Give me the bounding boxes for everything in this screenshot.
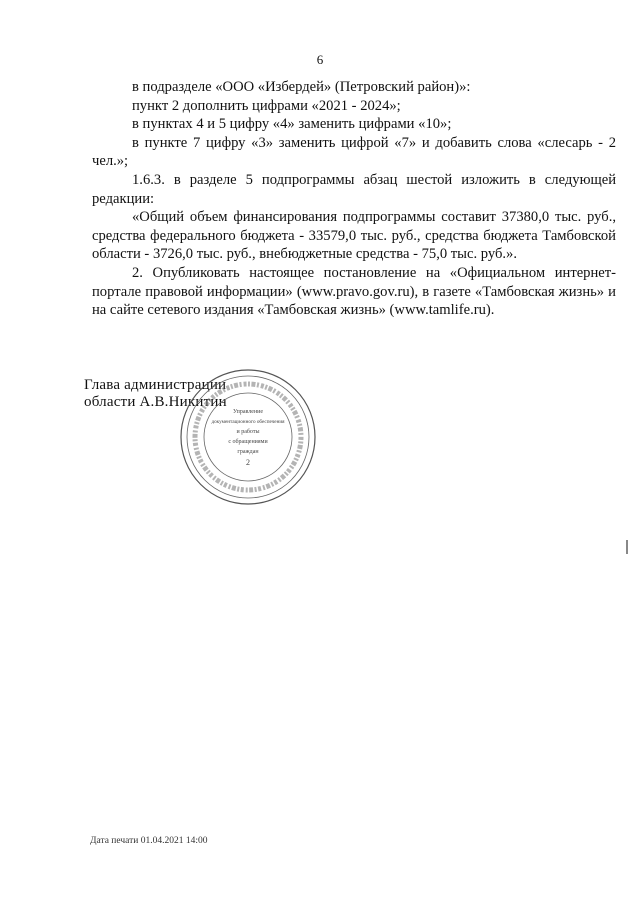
- signature-title: Глава администрации: [84, 377, 227, 393]
- stamp-text: граждан: [237, 449, 259, 455]
- official-stamp: [178, 367, 318, 507]
- text-line: пункт 2 дополнить цифрами «2021 - 2024»;: [132, 97, 401, 114]
- stamp-number: 2: [246, 458, 250, 467]
- text-line: в подразделе «ООО «Избердей» (Петровский район)»:: [132, 79, 471, 95]
- stamp-text: и работы: [236, 429, 260, 435]
- text-line: в пунктах 4 и 5 цифру «4» заменить цифрами «10»;: [132, 116, 452, 133]
- paragraph-funding: «Общий объем финансирования подпрограммы составит 37380,0 тыс. руб., средства федерального бюджета - 33579,0 тыс. руб., средства бюджета Тамбовской области - 3726,0 тыс. руб., внебюджетные средства - 75,0 тыс. руб.».: [92, 209, 616, 263]
- stamp-text: Управление: [232, 409, 264, 415]
- print-date: Дата печати 01.04.2021 14:00: [90, 836, 208, 846]
- paragraph-publish: 2. Опубликовать настоящее постановление на «Официальном интернет-портале правовой информации» (www.pravo.gov.ru), в газете «Тамбовская жизнь» и на сайте сетевого издания «Тамбовская жизнь» (www.tamlife.ru).: [92, 264, 616, 319]
- stamp-text: с обращениями: [228, 439, 268, 445]
- signature-name: области А.В.Никитин: [84, 394, 227, 410]
- stamp-text: документационного обеспечения: [211, 419, 285, 425]
- page-number: 6: [316, 52, 324, 67]
- paragraph-1-6-3: 1.6.3. в разделе 5 подпрограммы абзац шестой изложить в следующей редакции:: [92, 171, 616, 207]
- scan-mark: [626, 540, 628, 554]
- paragraph-clause-7: в пункте 7 цифру «3» заменить цифрой «7» и добавить слова «слесарь - 2 чел.»;: [92, 134, 616, 170]
- document-body: [92, 78, 616, 320]
